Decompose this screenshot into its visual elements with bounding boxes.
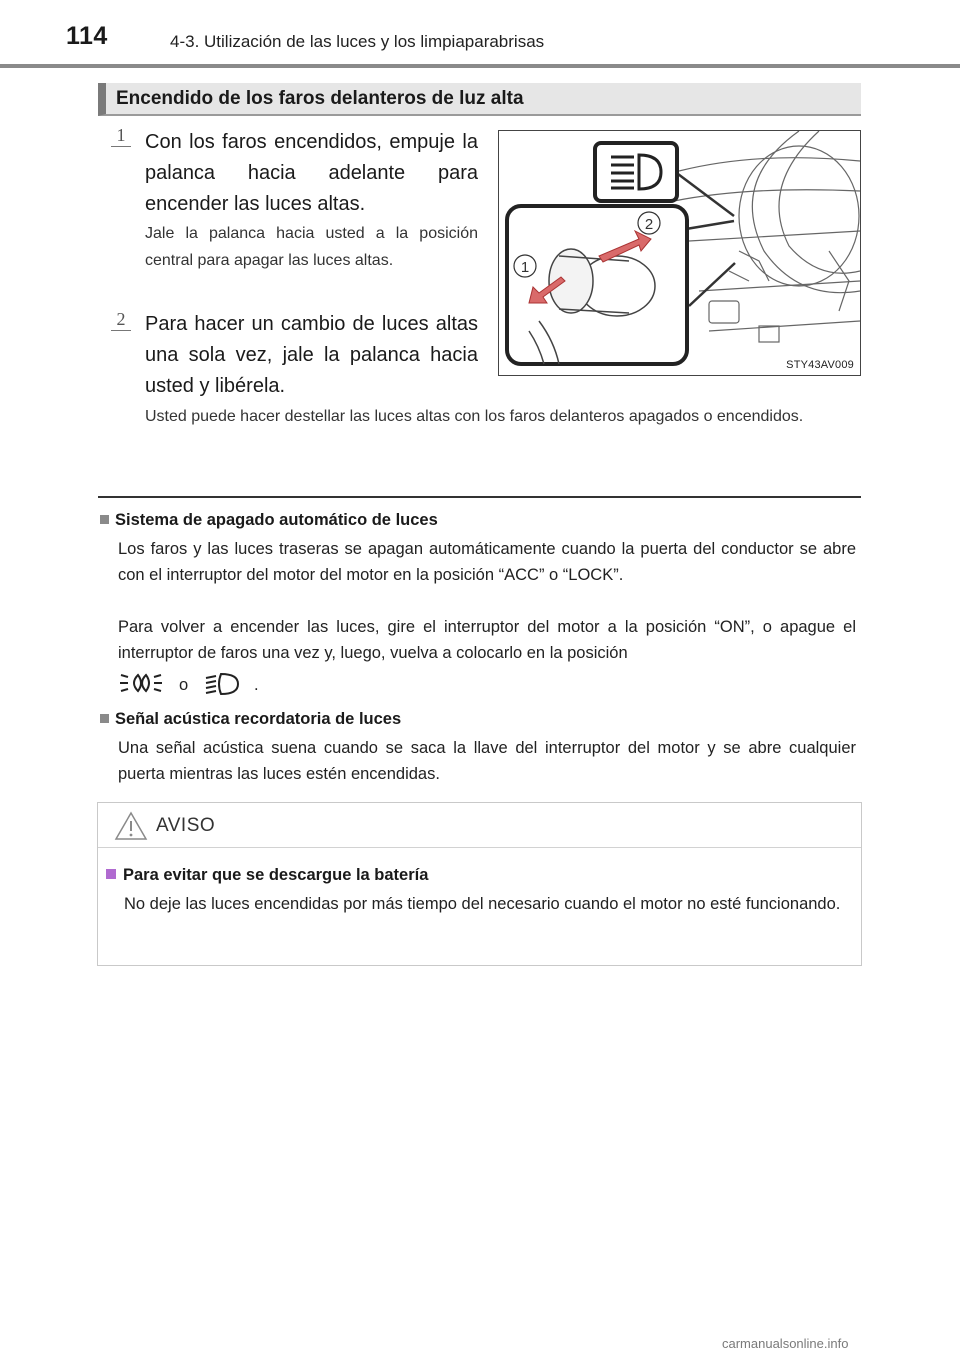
- high-beam-icon-box: [595, 143, 677, 201]
- note-2-paragraph: Una señal acústica suena cuando se saca la llave del interruptor del motor y se abre cualquier puerta mientras las luces estén encendidas.: [118, 739, 856, 783]
- section-title: Encendido de los faros delanteros de luz alta: [116, 88, 524, 109]
- step-1-note: Jale la palanca hacia usted a la posición central para apagar las luces altas.: [145, 225, 478, 269]
- note-1-title: Sistema de apagado automático de luces: [115, 511, 438, 529]
- headlight-icon: [202, 670, 242, 698]
- icon-row-end: .: [254, 676, 259, 694]
- callout-1-label: 1: [520, 259, 530, 276]
- icon-connector: o: [179, 676, 189, 694]
- warning-label: AVISO: [156, 815, 216, 836]
- note-1-paragraph-1: Los faros y las luces traseras se apagan automáticamente cuando la puerta del conductor se abre con el interruptor del motor del motor en la posición “ACC” o “LOCK”.: [118, 540, 856, 584]
- steering-column-drawing: [499, 131, 860, 375]
- tail-light-icon: [118, 670, 164, 698]
- note-1-heading: [100, 511, 438, 530]
- warning-title: Para evitar que se descargue la batería: [123, 866, 429, 884]
- warning-heading: [106, 866, 428, 885]
- note-1-paragraph-2: Para volver a encender las luces, gire el interruptor del motor a la posición “ON”, o apague el interruptor de faros una vez y, luego, vuelva a colocarlo en la posición: [118, 618, 856, 662]
- section-header: [98, 83, 861, 116]
- bullet-square-icon: [100, 714, 109, 723]
- warning-header: [98, 803, 861, 848]
- step-2-text: Para hacer un cambio de luces altas una sola vez, jale la palanca hacia usted y libérela.: [145, 313, 478, 397]
- page-number: 114: [66, 22, 108, 50]
- warning-bullet-icon: [106, 869, 116, 879]
- warning-box: [97, 802, 862, 966]
- warning-triangle-icon: [114, 811, 148, 841]
- note-2-title: Señal acústica recordatoria de luces: [115, 710, 402, 728]
- lever-illustration: [498, 130, 861, 376]
- chapter-title: 4-3. Utilización de las luces y los limpiaparabrisas: [170, 32, 545, 51]
- bullet-square-icon: [100, 515, 109, 524]
- warning-text: No deje las luces encendidas por más tiempo del necesario cuando el motor no esté funcionando.: [124, 895, 841, 913]
- step-2-marker: 2: [111, 308, 131, 331]
- header-divider: [0, 64, 960, 68]
- figure-code: STY43AV009: [786, 359, 854, 371]
- flash-paragraph: Usted puede hacer destellar las luces altas con los faros delanteros apagados o encendidos.: [145, 408, 804, 425]
- section-divider: [98, 496, 861, 498]
- callout-2-label: 2: [644, 216, 654, 233]
- note-2-heading: [100, 710, 401, 729]
- step-1-text: Con los faros encendidos, empuje la palanca hacia adelante para encender las luces altas.: [145, 131, 478, 215]
- step-1-marker: 1: [111, 124, 131, 147]
- watermark: carmanualsonline.info: [722, 1336, 849, 1351]
